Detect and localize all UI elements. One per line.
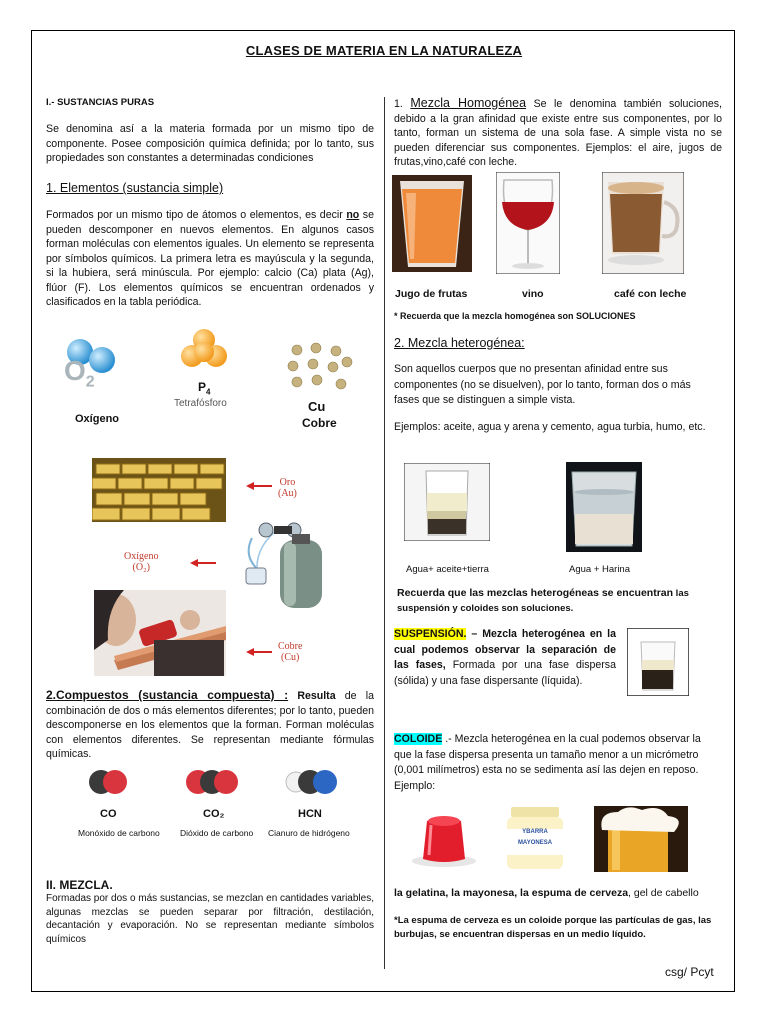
coloide-label: COLOIDE bbox=[394, 733, 443, 745]
compuestos-text: 2.Compuestos (sustancia compuesta) : Resulta de la combinación de dos o más elementos diferentes; por lo tanto, pueden descomponerse en los elementos que la forman. Forman moléculas con elementos diferentes. Se representan mediante fórmulas químicas. bbox=[46, 688, 374, 760]
copper-atoms-image bbox=[285, 342, 355, 394]
compuestos-heading: 2.Compuestos (sustancia compuesta) : bbox=[46, 688, 289, 702]
mayonnaise-brand: YBARRA bbox=[522, 829, 548, 835]
co2-name: Dióxido de carbono bbox=[180, 828, 254, 838]
elementos-text-no: no bbox=[346, 209, 360, 221]
beer-foam-image bbox=[594, 806, 688, 872]
label-cobre: Cobre (Cu) bbox=[278, 641, 303, 663]
water-oil-earth-image bbox=[404, 463, 490, 541]
section-sustancias-puras-title: I.- SUSTANCIAS PURAS bbox=[46, 97, 155, 108]
oxygen-formula: $O_2$ bbox=[64, 355, 95, 391]
co2-formula: CO₂ bbox=[203, 808, 225, 820]
mayonnaise-label: MAYONESA bbox=[517, 840, 553, 846]
caption-vino: vino bbox=[522, 288, 544, 300]
elementos-text-b: se pueden descomponer en nuevos elementos. En algunos casos forman moléculas con elementos iguales. Un elemento se representa por símbolos químicos. La primera letra es mayúscula y la segunda, si la hubiera, será minúscula. Por ejemplo: calcio (Ca) plata (Ag), flúor (F). Los elementos químicos se encuentran ordenados y clasificados en la tabla periódica. bbox=[46, 209, 374, 308]
hcn-molecule-image bbox=[284, 766, 340, 800]
elementos-text-a: Formados por un mismo tipo de átomos o elementos, es decir bbox=[46, 209, 347, 221]
page-title: CLASES DE MATERIA EN LA NATURALEZA bbox=[245, 43, 523, 58]
heterogenea-text: Son aquellos cuerpos que no presentan afinidad entre sus componentes (no se disuelven), por lo tanto, forman dos o más fases que se distinguen a simple vista. bbox=[394, 363, 691, 406]
co-molecule-image bbox=[88, 766, 128, 800]
co-formula: CO bbox=[100, 808, 117, 820]
coloide-note: *La espuma de cerveza es un coloide porque las partículas de gas, las burbujas, se encuentran dispersas en un medio líquido. bbox=[394, 915, 712, 940]
gelatin-image bbox=[409, 809, 479, 869]
suspension-label: SUSPENSIÓN. bbox=[394, 628, 467, 640]
arrow-cobre-icon bbox=[246, 647, 272, 657]
homogenea-heading: Mezcla Homogénea bbox=[410, 96, 527, 110]
wine-glass-image bbox=[496, 172, 560, 274]
coloide-text: COLOIDE .- Mezcla heterogénea en la cual podemos observar la que la fase dispersa presenta un tamaño menor a un micrómetro (0,001 milímetros) esta no se sedimenta así las dejen en reposo. Ejemplo: bbox=[394, 733, 701, 792]
arrow-oxigeno-icon bbox=[190, 558, 216, 568]
sustancias-puras-text: Se denomina así a la materia formada por un mismo tipo de componente. Posee composición química definida; por lo tanto, sus propiedades son constantes a determinadas condiciones bbox=[46, 123, 374, 164]
coffee-with-milk-image bbox=[602, 172, 684, 274]
caption-agua-aceite: Agua+ aceite+tierra bbox=[406, 564, 489, 575]
heterogenea-examples: Ejemplos: aceite, agua y arena y cemento, agua turbia, humo, etc. bbox=[394, 421, 706, 433]
fruit-juice-image bbox=[392, 175, 472, 272]
hcn-formula: HCN bbox=[298, 808, 322, 820]
co2-molecule-image bbox=[184, 766, 240, 800]
phosphorus-name: Tetrafósforo bbox=[174, 398, 227, 409]
copper-pipe-image bbox=[94, 590, 226, 676]
suspension-text: SUSPENSIÓN. – Mezcla heterogénea en la cual podemos observar la separación de las fases, Formada por una fase dispersa (sólida) y una fase dispersante (líquida). bbox=[394, 628, 616, 687]
water-flour-image bbox=[566, 462, 642, 552]
phosphorus-formula: $P_4$ bbox=[198, 380, 211, 397]
caption-jugo: Jugo de frutas bbox=[395, 288, 468, 300]
coloide-examples: la gelatina, la mayonesa, la espuma de cerveza, gel de cabello bbox=[394, 887, 699, 899]
co-name: Monóxido de carbono bbox=[78, 828, 160, 838]
elementos-heading: 1. Elementos (sustancia simple) bbox=[46, 181, 224, 195]
mezcla-text: Formadas por dos o más sustancias, se mezclan en cantidades variables, algunas mezclas se pueden separar por filtración, destilación, decantación y evaporación. No se representan mediante símbolos químicos bbox=[46, 893, 374, 945]
arrow-oro-icon bbox=[246, 481, 272, 491]
mayonnaise-image bbox=[503, 805, 567, 871]
elementos-text bbox=[46, 208, 374, 310]
column-divider bbox=[384, 97, 385, 969]
suspension-image bbox=[627, 628, 689, 696]
homogenea-note: * Recuerda que la mezcla homogénea son SOLUCIONES bbox=[394, 311, 636, 321]
oxygen-tank-image bbox=[232, 518, 332, 610]
label-oxigeno: Oxígeno (O₂) bbox=[124, 551, 159, 573]
label-oro: Oro (Au) bbox=[278, 477, 297, 499]
mezcla-heading: II. MEZCLA. bbox=[46, 878, 113, 892]
caption-agua-harina: Agua + Harina bbox=[569, 564, 630, 575]
signature: csg/ Pcyt bbox=[665, 965, 714, 979]
copper-symbol: Cu bbox=[308, 399, 326, 414]
heterogenea-note: Recuerda que las mezclas heterogéneas se encuentran las suspensión y coloides son soluciones. bbox=[397, 587, 689, 614]
heterogenea-heading: 2. Mezcla heterogénea: bbox=[394, 336, 525, 350]
copper-caption: Cobre bbox=[302, 416, 337, 430]
oxygen-caption: Oxígeno bbox=[75, 413, 120, 425]
homogenea-text: 1. Mezcla Homogénea Se le denomina también soluciones, debido a la gran afinidad que existe entre sus componentes, por lo tanto, forman un sistema de una sola fase. A simple vista no se pueden diferenciar sus componentes. Ejemplos: el aire, jugos de frutas,vino,café con leche. bbox=[394, 96, 722, 168]
hcn-name: Cianuro de hidrógeno bbox=[268, 828, 350, 838]
phosphorus-molecule-image bbox=[178, 328, 234, 374]
caption-cafe: café con leche bbox=[614, 288, 687, 300]
gold-bars-image bbox=[92, 458, 226, 522]
